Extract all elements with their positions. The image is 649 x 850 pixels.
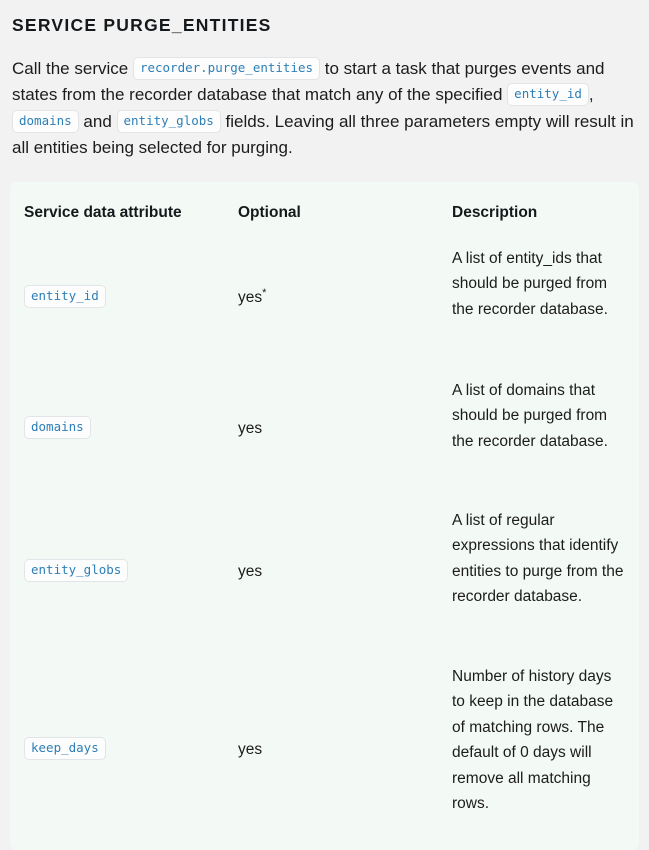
optional-value: yes	[238, 740, 263, 758]
column-header-description: Description	[452, 204, 538, 221]
intro-text-part1: Call the service	[12, 58, 133, 78]
table-body	[10, 232, 639, 850]
code-chip-domains: domains	[12, 110, 79, 133]
intro-text-part3: ,	[588, 85, 594, 105]
cell-description: A list of entity_ids that should be purged from the recorder database.	[452, 249, 608, 318]
table-row	[10, 494, 639, 650]
cell-optional	[229, 232, 441, 364]
code-chip-attribute: entity_id	[24, 285, 106, 308]
code-chip-recorder-purge-entities: recorder.purge_entities	[133, 57, 320, 80]
cell-attribute	[10, 494, 229, 650]
footnote-marker: *	[262, 286, 267, 299]
intro-paragraph	[10, 38, 639, 162]
code-chip-attribute: keep_days	[24, 737, 106, 760]
page-title: SERVICE PURGE_ENTITIES	[12, 15, 272, 35]
code-chip-attribute: domains	[24, 416, 91, 439]
code-chip-entity-id: entity_id	[507, 83, 589, 106]
optional-value: yes	[238, 288, 263, 306]
table-header	[10, 182, 639, 232]
intro-text-part4: and	[78, 111, 117, 131]
cell-description: A list of regular expressions that identify entities to purge from the recorder database.	[452, 511, 624, 606]
code-chip-attribute: entity_globs	[24, 559, 128, 582]
cell-description: A list of domains that should be purged from the recorder database.	[452, 381, 608, 450]
column-header-optional: Optional	[238, 204, 301, 221]
cell-description: Number of history days to keep in the database of matching rows. The default of 0 days will remove all matching rows.	[452, 667, 614, 813]
intro-text-part2: to start a task that purges events and states from the recorder database that match any of the specified	[12, 58, 605, 105]
cell-optional	[229, 364, 441, 494]
optional-value: yes	[238, 562, 263, 580]
optional-value: yes	[238, 419, 263, 437]
intro-text-part5: fields. Leaving all three parameters empty will result in all entities being selected for purging.	[12, 111, 634, 158]
column-header-attribute: Service data attribute	[24, 204, 182, 221]
table-row	[10, 364, 639, 494]
table-row	[10, 232, 639, 364]
table-header-row	[10, 182, 639, 232]
cell-optional	[229, 494, 441, 650]
cell-attribute	[10, 232, 229, 364]
cell-attribute	[10, 364, 229, 494]
code-chip-entity-globs: entity_globs	[117, 110, 221, 133]
